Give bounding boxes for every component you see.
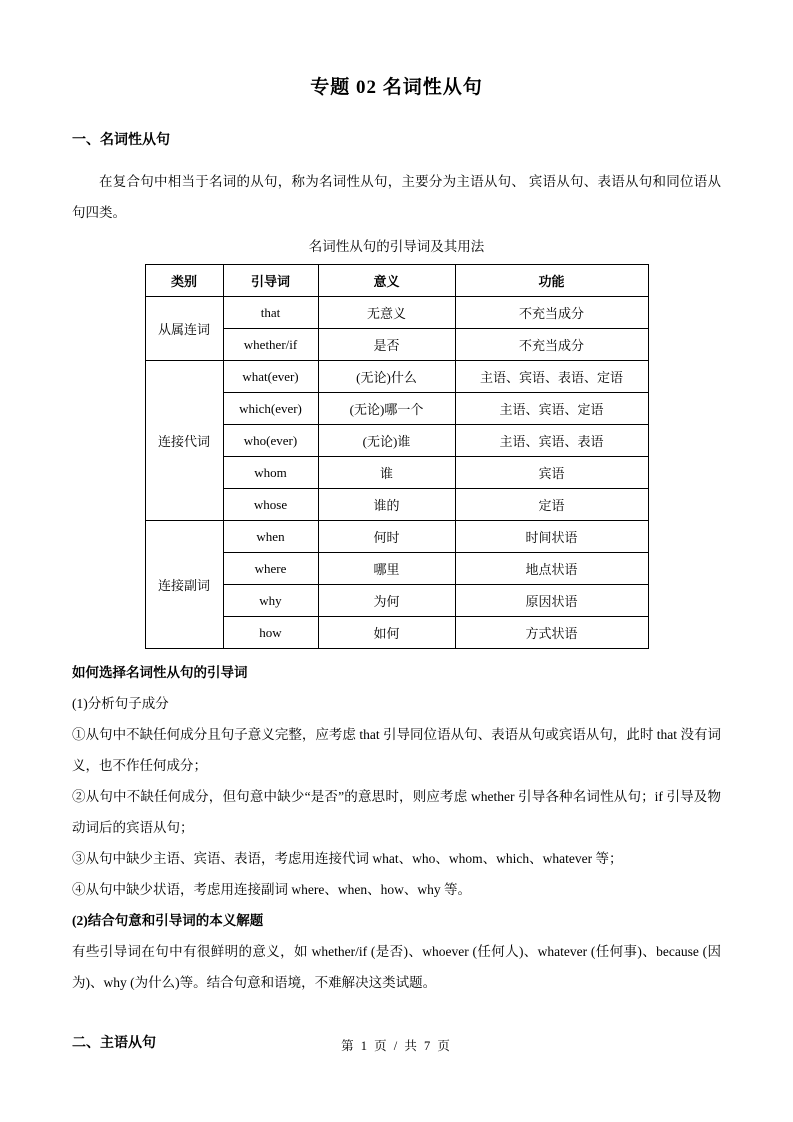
function-cell: 原因状语	[455, 585, 648, 617]
table-caption: 名词性从句的引导词及其用法	[308, 239, 485, 254]
table-header-function: 功能	[455, 265, 648, 297]
guide-heading: 如何选择名词性从句的引导词	[72, 665, 248, 680]
function-cell: 不充当成分	[455, 297, 648, 329]
table-header-category: 类别	[145, 265, 223, 297]
function-cell: 主语、宾语、表语、定语	[455, 361, 648, 393]
guide-point2-body: 有些引导词在句中有很鲜明的意义，如 whether/if (是否)、whoever (任何人)、whatever (任何事)、because (因为)、why (为什么)等。结合句意和语境，不难解决这类试题。	[72, 944, 721, 990]
category-cell: 连接代词	[145, 361, 223, 521]
function-cell: 定语	[455, 489, 648, 521]
meaning-cell: (无论)哪一个	[318, 393, 455, 425]
page-title: 专题 02 名词性从句	[310, 77, 483, 98]
meaning-cell: 是否	[318, 329, 455, 361]
guide-words-table	[145, 264, 649, 649]
table-header-word: 引导词	[223, 265, 318, 297]
function-cell: 方式状语	[455, 617, 648, 649]
meaning-cell: 谁	[318, 457, 455, 489]
meaning-cell: 谁的	[318, 489, 455, 521]
guide-item-3: ③从句中缺少主语、宾语、表语，考虑用连接代词 what、who、whom、which、whatever 等；	[72, 851, 623, 866]
guide-item-2: ②从句中不缺任何成分，但句意中缺少“是否”的意思时，则应考虑 whether 引导各种名词性从句；if 引导及物动词后的宾语从句；	[72, 789, 721, 835]
word-cell: why	[223, 585, 318, 617]
guide-point2: (2)结合句意和引导词的本义解题	[72, 913, 264, 928]
function-cell: 地点状语	[455, 553, 648, 585]
word-cell: whether/if	[223, 329, 318, 361]
word-cell: how	[223, 617, 318, 649]
word-cell: that	[223, 297, 318, 329]
meaning-cell: 哪里	[318, 553, 455, 585]
category-cell: 从属连词	[145, 297, 223, 361]
table-row	[145, 521, 648, 553]
function-cell: 不充当成分	[455, 329, 648, 361]
guide-item-4: ④从句中缺少状语，考虑用连接副词 where、when、how、why 等。	[72, 882, 471, 897]
table-row	[145, 297, 648, 329]
guide-item-1: ①从句中不缺任何成分且句子意义完整，应考虑 that 引导同位语从句、表语从句或宾语从句，此时 that 没有词义，也不作任何成分；	[72, 727, 721, 773]
word-cell: where	[223, 553, 318, 585]
section2-heading: 二、主语从句	[72, 1036, 156, 1051]
function-cell: 宾语	[455, 457, 648, 489]
function-cell: 主语、宾语、表语	[455, 425, 648, 457]
meaning-cell: 何时	[318, 521, 455, 553]
table-header-meaning: 意义	[318, 265, 455, 297]
table-header-row	[145, 265, 648, 297]
section1-heading: 一、名词性从句	[72, 133, 170, 148]
page-footer: 第 1 页 / 共 7 页	[341, 1039, 452, 1053]
word-cell: whom	[223, 457, 318, 489]
word-cell: which(ever)	[223, 393, 318, 425]
category-cell: 连接副词	[145, 521, 223, 649]
guide-point1: (1)分析句子成分	[72, 696, 169, 711]
function-cell: 时间状语	[455, 521, 648, 553]
word-cell: what(ever)	[223, 361, 318, 393]
word-cell: who(ever)	[223, 425, 318, 457]
function-cell: 主语、宾语、定语	[455, 393, 648, 425]
table-row	[145, 361, 648, 393]
meaning-cell: 为何	[318, 585, 455, 617]
word-cell: whose	[223, 489, 318, 521]
meaning-cell: 如何	[318, 617, 455, 649]
meaning-cell: (无论)谁	[318, 425, 455, 457]
section1-intro-paragraph: 在复合句中相当于名词的从句，称为名词性从句，主要分为主语从句、 宾语从句、表语从句和同位语从句四类。	[72, 174, 721, 220]
word-cell: when	[223, 521, 318, 553]
meaning-cell: (无论)什么	[318, 361, 455, 393]
meaning-cell: 无意义	[318, 297, 455, 329]
